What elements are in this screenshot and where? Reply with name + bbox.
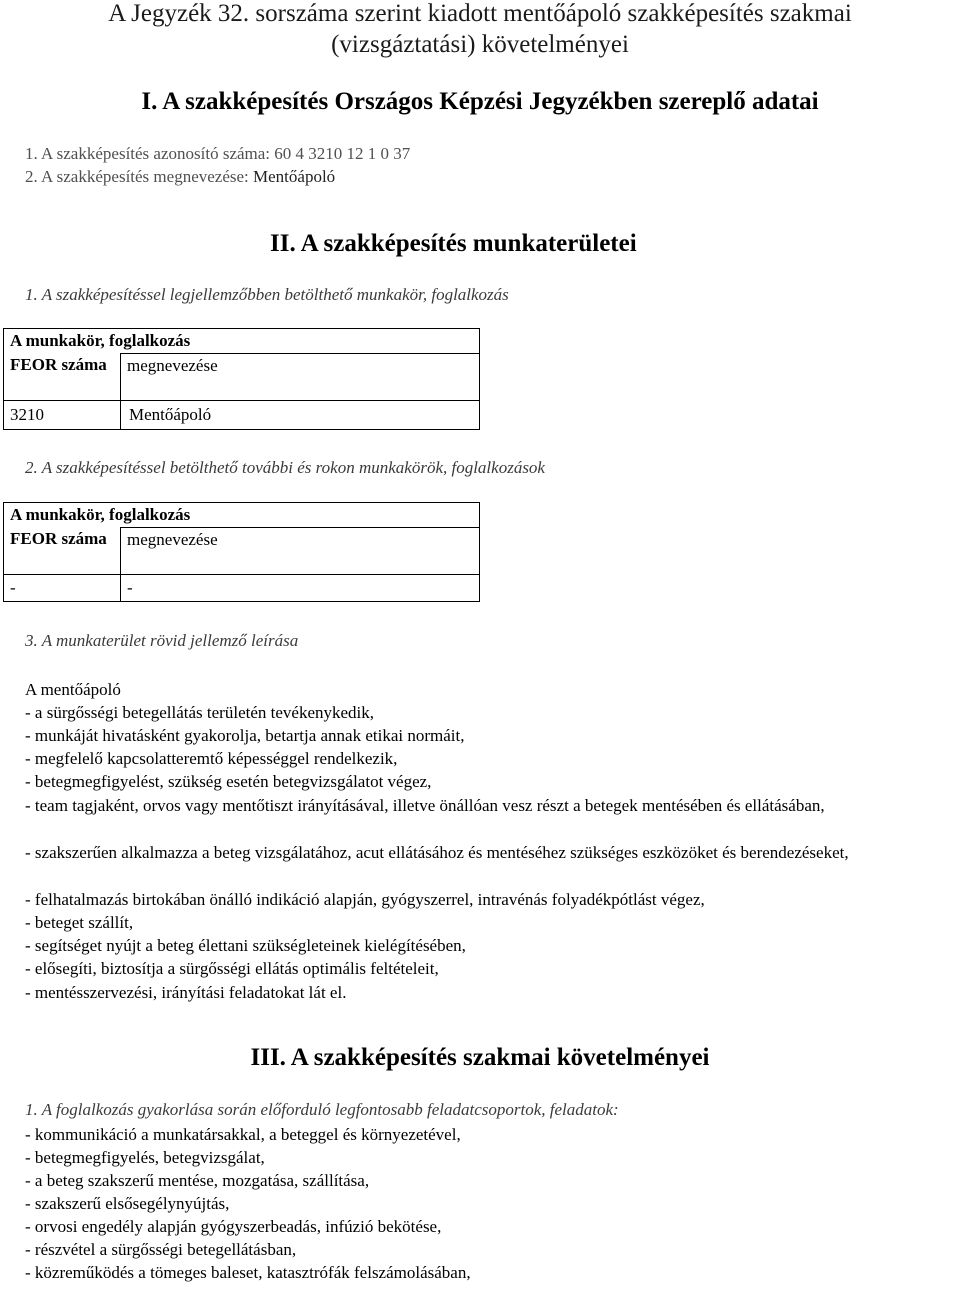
list-item: - a sürgősségi betegellátás területén tevékenykedik,: [25, 703, 375, 722]
occupation-table-1: [3, 328, 480, 430]
section-3-title: III. A szakképesítés szakmai követelményei: [250, 1044, 710, 1071]
column-name: megnevezése: [121, 354, 480, 401]
qualification-id-line: [25, 143, 410, 165]
section-2-sub-3: 3. A munkaterület rövid jellemző leírása: [25, 631, 299, 650]
document-title-line-2: (vizsgáztatási) követelményei: [331, 31, 629, 58]
list-item: - beteget szállít,: [25, 913, 134, 932]
list-item: - részvétel a sürgősségi betegellátásban,: [25, 1240, 297, 1259]
list-item: - megfelelő kapcsolatteremtő képességgel rendelkezik,: [25, 749, 398, 768]
list-item: - felhatalmazás birtokában önálló indikáció alapján, gyógyszerrel, intravénás folyadékpótlást végez,: [25, 890, 705, 909]
section-1-title: I. A szakképesítés Országos Képzési Jegyzékben szereplő adatai: [141, 88, 819, 115]
column-feor: FEOR száma: [4, 354, 121, 401]
table-column-row: [4, 354, 480, 401]
description-intro: A mentőápoló: [25, 680, 121, 699]
qualification-id-value: 60 4 3210 12 1 0 37: [274, 144, 411, 163]
section-2-title: II. A szakképesítés munkaterületei: [270, 230, 637, 257]
list-item: - munkáját hivatásként gyakorolja, betartja annak etikai normáit,: [25, 726, 465, 745]
table-column-row: [4, 528, 480, 575]
list-item: - a beteg szakszerű mentése, mozgatása, szállítása,: [25, 1171, 370, 1190]
qualification-name-value: Mentőápoló: [253, 167, 336, 186]
list-item: - orvosi engedély alapján gyógyszerbeadás, infúzió bekötése,: [25, 1217, 442, 1236]
list-item: - segítséget nyújt a beteg élettani szükségleteinek kielégítésében,: [25, 936, 466, 955]
occupation-table-2: [3, 502, 480, 602]
qualification-name-label: 2. A szakképesítés megnevezése:: [25, 167, 254, 186]
list-item: - közreműködés a tömeges baleset, katasztrófák felszámolásában,: [25, 1263, 471, 1282]
list-item: - mentésszervezési, irányítási feladatokat lát el.: [25, 983, 347, 1002]
list-item: - szakszerűen alkalmazza a beteg vizsgálatához, acut ellátásához és mentéséhez szükséges eszközöket és berendezéseket,: [25, 843, 849, 862]
document-title-line-1: A Jegyzék 32. sorszáma szerint kiadott mentőápoló szakképesítés szakmai: [108, 0, 852, 27]
row-feor-code: 3210: [4, 400, 121, 429]
list-item: - team tagjaként, orvos vagy mentőtiszt irányításával, illetve önállóan vesz részt a betegek mentésében és ellátásában,: [25, 796, 825, 815]
table-header: A munkakör, foglalkozás: [4, 329, 480, 354]
list-item: - betegmegfigyelés, betegvizsgálat,: [25, 1148, 265, 1167]
table-header: A munkakör, foglalkozás: [4, 503, 480, 528]
row-occupation-name: Mentőápoló: [121, 400, 480, 429]
list-item: - elősegíti, biztosítja a sürgősségi ellátás optimális feltételeit,: [25, 959, 439, 978]
qualification-id-label: 1. A szakképesítés azonosító száma:: [25, 144, 275, 163]
list-item: - betegmegfigyelést, szükség esetén betegvizsgálatot végez,: [25, 772, 432, 791]
section-2-sub-1: 1. A szakképesítéssel legjellemzőbben betölthető munkakör, foglalkozás: [25, 285, 509, 304]
column-name: megnevezése: [121, 528, 480, 575]
list-item: - szakszerű elsősegélynyújtás,: [25, 1194, 230, 1213]
section-3-sub-1: 1. A foglalkozás gyakorlása során előforduló legfontosabb feladatcsoportok, feladatok:: [25, 1100, 619, 1119]
table-header-row: [4, 503, 480, 528]
column-feor: FEOR száma: [4, 528, 121, 575]
list-item: - kommunikáció a munkatársakkal, a beteggel és környezetével,: [25, 1125, 461, 1144]
table-row: [4, 574, 480, 601]
row-feor-code: -: [4, 574, 121, 601]
qualification-name-line: [25, 166, 335, 188]
section-2-sub-2: 2. A szakképesítéssel betölthető további és rokon munkakörök, foglalkozások: [25, 458, 545, 477]
table-row: [4, 400, 480, 429]
table-header-row: [4, 329, 480, 354]
row-occupation-name: -: [121, 574, 480, 601]
